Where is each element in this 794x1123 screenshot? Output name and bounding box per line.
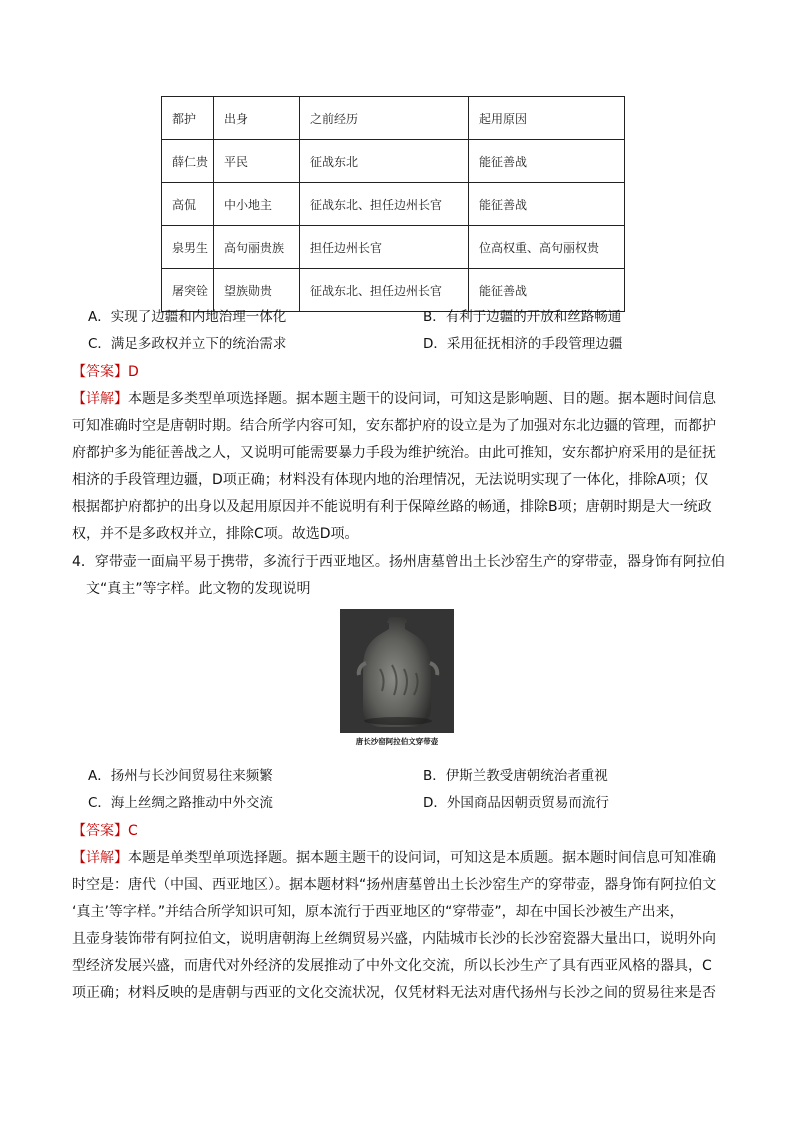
q4-option-d[interactable]: D．外国商品因朝贡贸易而流行 bbox=[423, 795, 609, 811]
figure-caption: 唐长沙窑阿拉伯文穿带壶 bbox=[355, 737, 439, 746]
table-cell: 平民 bbox=[214, 140, 300, 183]
q3-option-a[interactable]: A．实现了边疆和内地治理一体化 bbox=[88, 309, 287, 325]
table-cell: 泉男生 bbox=[162, 226, 214, 269]
pilgrim-flask-photo bbox=[340, 609, 454, 733]
detail-label: 【详解】 bbox=[72, 850, 128, 866]
table-row bbox=[162, 183, 625, 226]
q4-option-a[interactable]: A．扬州与长沙间贸易往来频繁 bbox=[88, 768, 273, 784]
table-header-cell: 都护 bbox=[162, 97, 214, 140]
pilgrim-flask-figure bbox=[340, 609, 454, 747]
table-cell: 高侃 bbox=[162, 183, 214, 226]
q4-detail-line: 项正确；材料反映的是唐朝与西亚的文化交流状况，仅凭材料无法对唐代扬州与长沙之间的贸易往来是否 bbox=[72, 985, 716, 1001]
q4-answer bbox=[72, 821, 138, 841]
answer-value: D bbox=[128, 364, 139, 380]
table-cell: 中小地主 bbox=[214, 183, 300, 226]
table-row bbox=[162, 269, 625, 312]
q3-detail-line: 权，并不是多政权并立，排除C项。故选D项。 bbox=[72, 526, 359, 542]
q4-detail-line: 且壶身装饰带有阿拉伯文，说明唐朝海上丝绸贸易兴盛，内陆城市长沙的长沙窑瓷器大量出口，说明外向 bbox=[72, 931, 716, 947]
table-cell: 征战东北、担任边州长官 bbox=[300, 269, 469, 312]
q4-option-c[interactable]: C．海上丝绸之路推动中外交流 bbox=[88, 795, 273, 811]
answer-value: C bbox=[128, 823, 138, 839]
table-cell: 能征善战 bbox=[469, 269, 625, 312]
q4-stem-line: 4．穿带壶一面扁平易于携带，多流行于西亚地区。扬州唐墓曾出土长沙窑生产的穿带壶，器身饰有阿拉伯 bbox=[72, 554, 725, 570]
table-cell: 高句丽贵族 bbox=[214, 226, 300, 269]
q3-answer bbox=[72, 362, 139, 382]
table-row bbox=[162, 140, 625, 183]
q4-detail-line: 型经济发展兴盛，而唐代对外经济的发展推动了中外文化交流，所以长沙生产了具有西亚风格的器具，C bbox=[72, 958, 712, 974]
q4-detail-line bbox=[72, 848, 716, 868]
table-cell: 能征善战 bbox=[469, 140, 625, 183]
table-header-row bbox=[162, 97, 625, 140]
table-cell: 薛仁贵 bbox=[162, 140, 214, 183]
q3-detail-line: 可知准确时空是唐朝时期。结合所学内容可知，安东都护府的设立是为了加强对东北边疆的管理，而都护 bbox=[72, 418, 716, 434]
table-row bbox=[162, 226, 625, 269]
table-cell: 屠突铨 bbox=[162, 269, 214, 312]
q3-detail-line: 府都护多为能征善战之人，又说明可能需要暴力手段为维护统治。由此可推知，安东都护府采用的是征抚 bbox=[72, 445, 716, 461]
detail-text: 本题是多类型单项选择题。据本题主题干的设问词，可知这是影响题、目的题。据本题时间信息 bbox=[128, 391, 716, 407]
table-cell: 征战东北、担任边州长官 bbox=[300, 183, 469, 226]
q3-option-d[interactable]: D．采用征抚相济的手段管理边疆 bbox=[423, 336, 623, 352]
q4-detail-line: 时空是：唐代（中国、西亚地区）。据本题材料“扬州唐墓曾出土长沙窑生产的穿带壶，器身饰有阿拉伯文 bbox=[72, 877, 717, 893]
table-cell: 能征善战 bbox=[469, 183, 625, 226]
officers-table-container bbox=[161, 96, 625, 312]
detail-label: 【详解】 bbox=[72, 391, 128, 407]
q3-detail-line bbox=[72, 389, 716, 409]
table-cell: 担任边州长官 bbox=[300, 226, 469, 269]
officers-table bbox=[161, 96, 625, 312]
q4-stem-line: 文“真主”等字样。此文物的发现说明 bbox=[86, 581, 311, 597]
q3-option-b[interactable]: B．有利于边疆的开放和丝路畅通 bbox=[423, 309, 622, 325]
answer-label: 【答案】 bbox=[72, 364, 128, 380]
q3-detail-line: 根据都护府都护的出身以及起用原因并不能说明有利于保障丝路的畅通，排除B项；唐朝时期是大一统政 bbox=[72, 499, 712, 515]
table-header-cell: 起用原因 bbox=[469, 97, 625, 140]
pilgrim-flask-image bbox=[340, 609, 454, 733]
detail-text: 本题是单类型单项选择题。据本题主题干的设问词，可知这是本质题。据本题时间信息可知准确 bbox=[128, 850, 716, 866]
q3-detail-line: 相济的手段管理边疆，D项正确；材料没有体现内地的治理情况，无法说明实现了一体化，排除A项；仅 bbox=[72, 472, 709, 488]
table-header-cell: 之前经历 bbox=[300, 97, 469, 140]
table-cell: 望族勋贵 bbox=[214, 269, 300, 312]
q3-option-c[interactable]: C．满足多政权并立下的统治需求 bbox=[88, 336, 287, 352]
answer-label: 【答案】 bbox=[72, 823, 128, 839]
table-header-cell: 出身 bbox=[214, 97, 300, 140]
table-cell: 征战东北 bbox=[300, 140, 469, 183]
q4-detail-line: ‘真主’等字样。”并结合所学知识可知，原本流行于西亚地区的“穿带壶”，却在中国长沙被生产出来， bbox=[72, 904, 684, 920]
table-cell: 位高权重、高句丽权贵 bbox=[469, 226, 625, 269]
q4-option-b[interactable]: B．伊斯兰教受唐朝统治者重视 bbox=[423, 768, 608, 784]
